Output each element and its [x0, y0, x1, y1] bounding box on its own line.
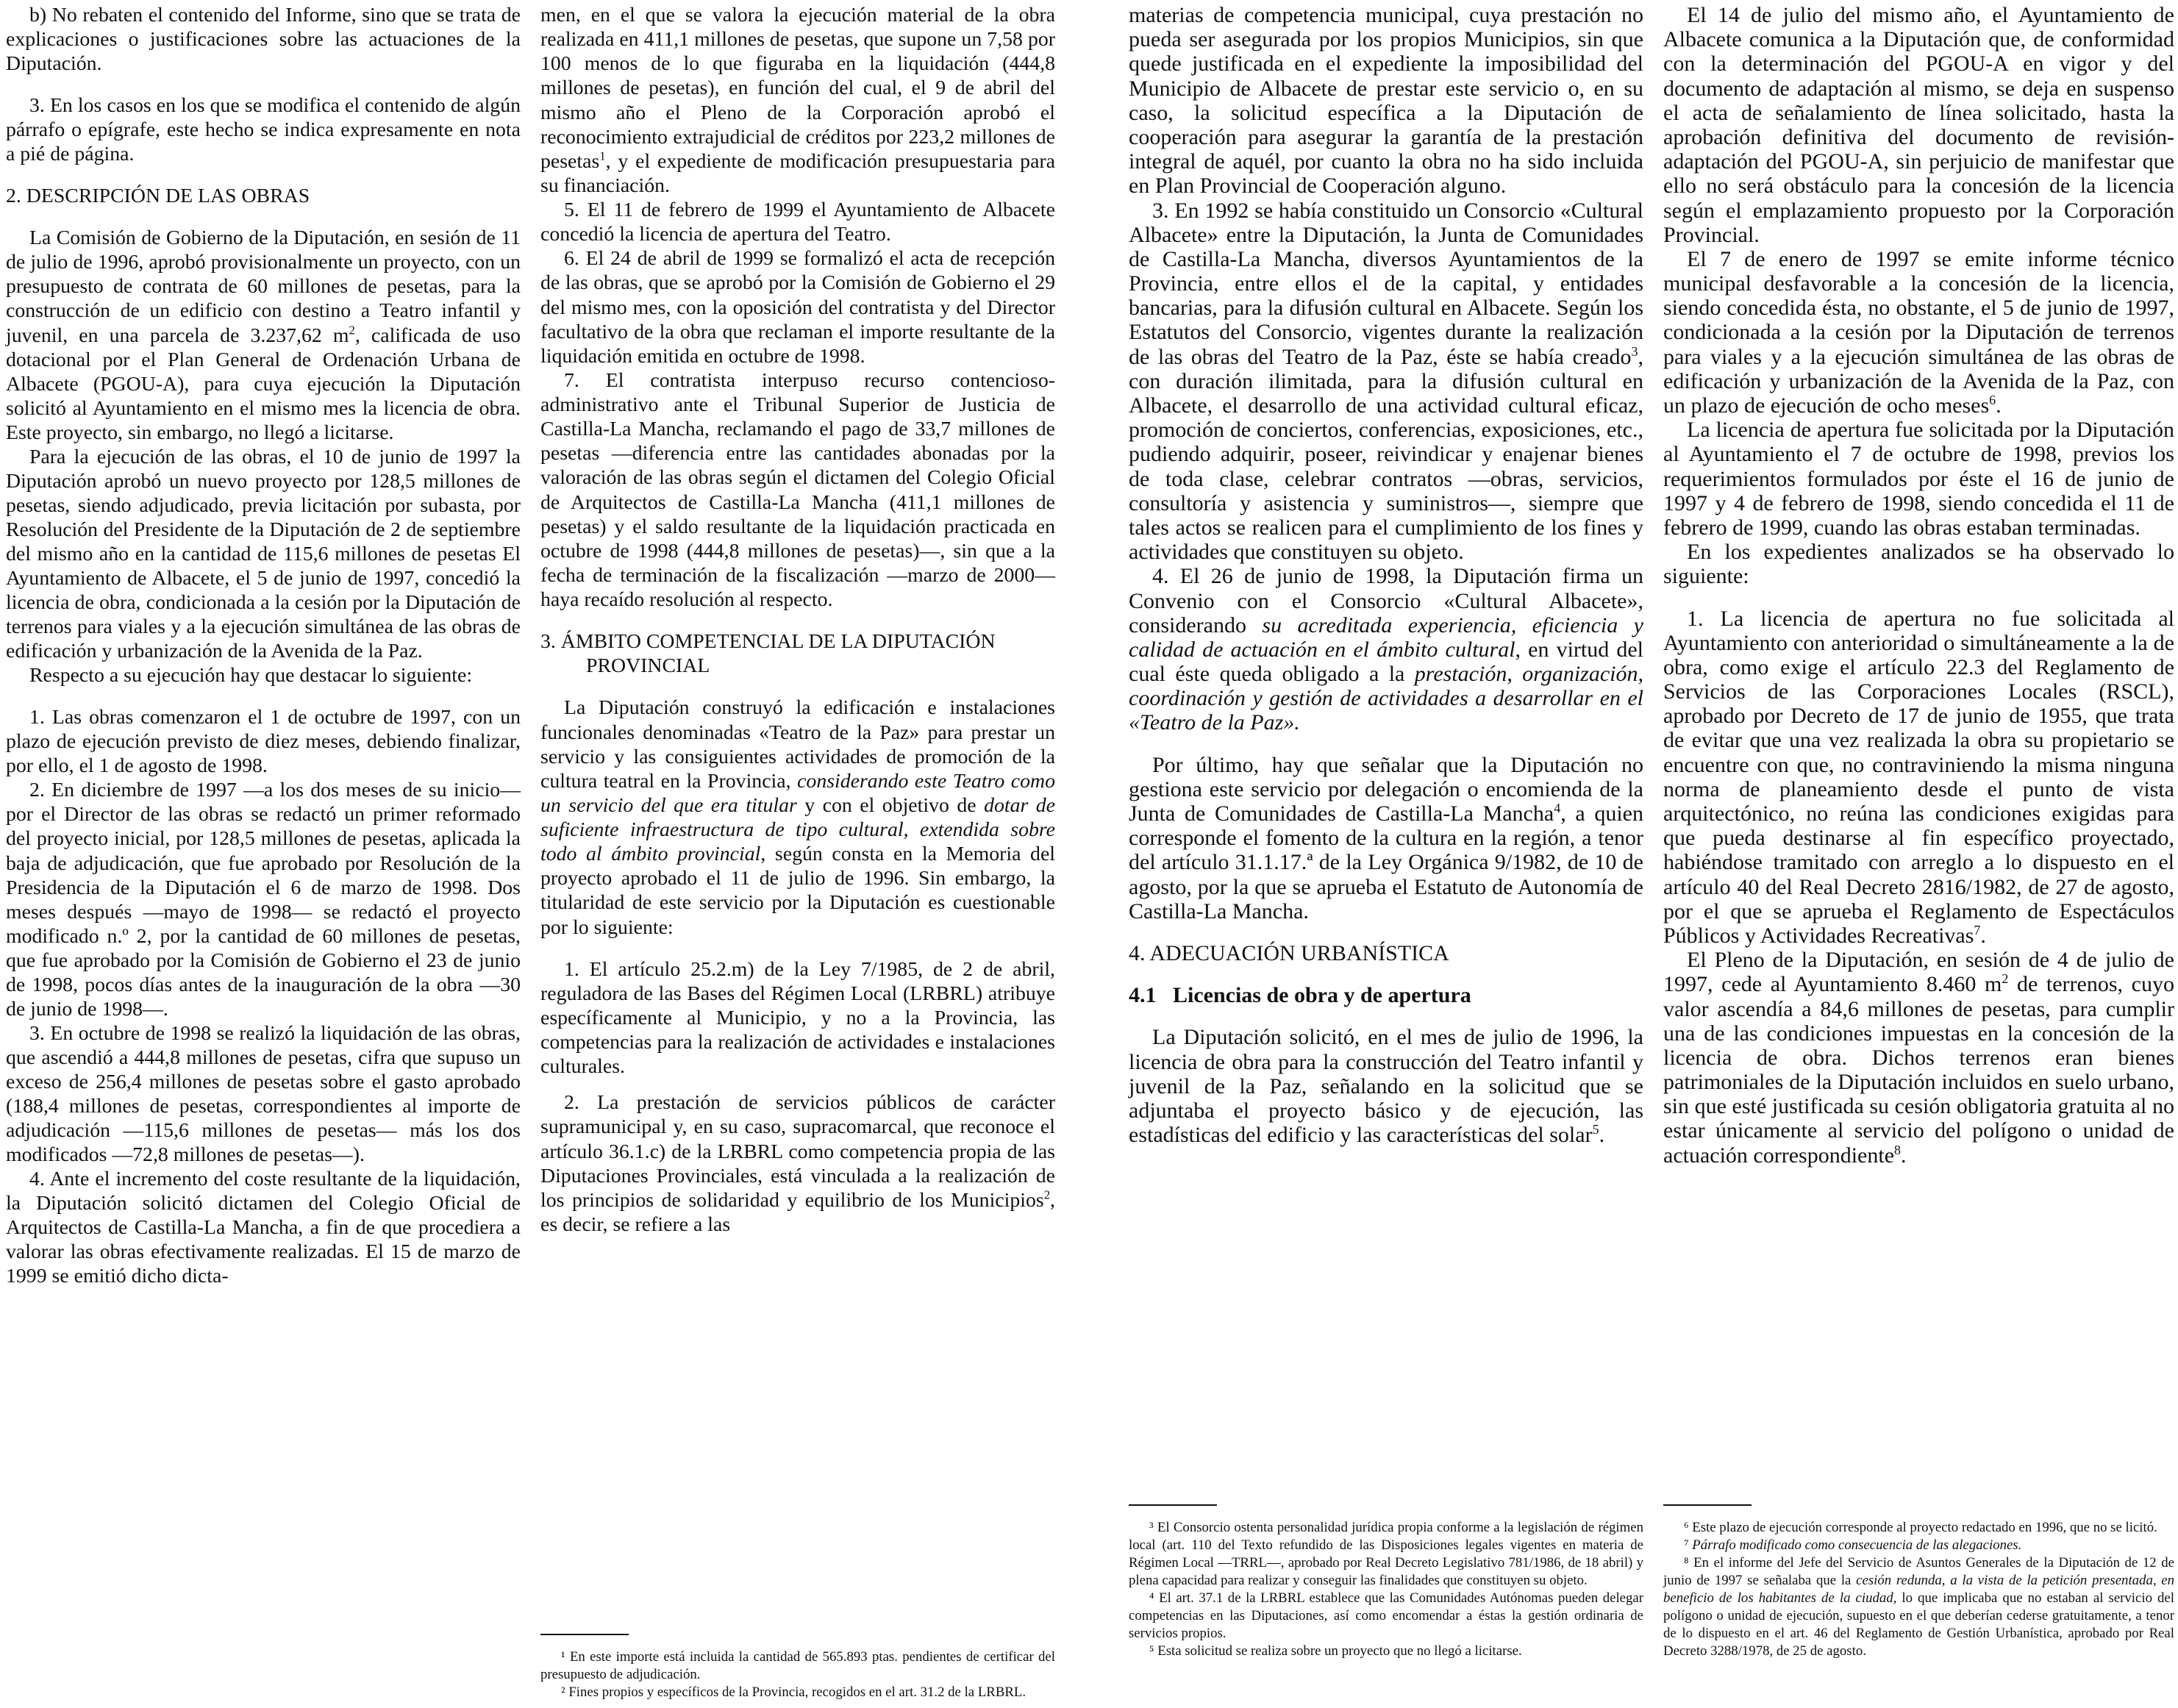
paragraph: El 7 de enero de 1997 se emite informe técnico municipal desfavorable a la concesión de la licencia, siendo concedida ésta, no obstante, el 5 de junio de 1997, condicionada a la cesión por la Diputación de terrenos para viales y a la ejecución simultánea de las obras de edificación y urbanización de la Avenida de la Paz, con un plazo de ejecución de ocho meses$^6$. — [1663, 246, 2174, 418]
paragraph: La Comisión de Gobierno de la Diputación, en sesión de 11 de julio de 1996, aprobó provisionalmente un proyecto, con un presupuesto de contrata de 60 millones de pesetas, para la construcción de un edificio con destino a Teatro infantil y juvenil, en una parcela de 3.237,62 $m^2$, calificada de uso dotacional por el Plan General de Ordenación Urbana de Albacete (PGOU-A), para cuya ejecución la Diputación solicitó al Ayuntamiento en el mismo mes la licencia de obra. Este proyecto, sin embargo, no llegó a licitarse. — [6, 226, 521, 444]
footnote: ¹ En este importe está incluida la cantidad de 565.893 ptas. pendientes de certificar del presupuesto de adjudicación. — [540, 1649, 1055, 1682]
paragraph: El Pleno de la Diputación, en sesión de 4 de julio de 1997, cede al Ayuntamiento 8.460 $m^2$ de terrenos, cuyo valor ascendía a 84,6 millones de pesetas, para cumplir una de las condiciones impuestas en la concesión de la licencia de obra. Dichos terrenos eran bienes patrimoniales de la Diputación incluidos en suelo urbano, sin que esté justificada su cesión obligatoria gratuita al no estar únicamente al servicio del polígono o unidad de actuación correspondiente$^8$. — [1663, 948, 2174, 1168]
footnote-ref: 3 — [1631, 343, 1638, 359]
footnotes — [1663, 1519, 2174, 1660]
footnote-rule — [540, 1634, 629, 1635]
column-1-text — [6, 3, 521, 1288]
list-item: 3. En octubre de 1998 se realizó la liquidación de las obras, que ascendió a 444,8 millones de pesetas, cifra que supuso un exceso de 256,4 millones de pesetas sobre el gasto aprobado (188,4 millones de pesetas, correspondientes al importe de adjudicación —115,6 millones de pesetas— más los dos modificados —72,8 millones de pesetas—). — [6, 1021, 521, 1167]
list-item: 4. Ante el incremento del coste resultante de la liquidación, la Diputación solicitó dictamen del Colegio Oficial de Arquitectos de Castilla-La Mancha, a fin de que procediera a valorar las obras efectivamente realizadas. El 15 de marzo de 1999 se emitió dicho dicta- — [6, 1168, 521, 1288]
footnotes — [1129, 1519, 1643, 1660]
paragraph: men, en el que se valora la ejecución material de la obra realizada en 411,1 millones de pesetas, que supone un 7,58 por 100 menos de lo que figuraba en la liquidación (444,8 millones de pesetas), en función del cual, el 9 de abril del mismo año el Pleno de la Corporación aprobó el reconocimiento extrajudicial de créditos por 223,2 millones de pesetas$^1$, y el expediente de modificación presupuestaria para su financiación. — [540, 4, 1055, 197]
column-2-text — [540, 3, 1055, 1237]
footnote: ⁴ El art. 37.1 de la LRBRL establece que las Comunidades Autónomas pueden delegar competencias en las Diputaciones, así como encomendar a éstas la gestión ordinaria de servicios propios. — [1129, 1590, 1643, 1641]
footnote-ref: 7 — [1974, 922, 1981, 937]
list-item: 1. La licencia de apertura no fue solicitada al Ayuntamiento con anterioridad o simultáneamente a la de obra, como exige el artículo 22.3 del Reglamento de Servicios de las Corporaciones Locales (RSCL), aprobado por Decreto de 17 de junio de 1955, que trata de evitar que una vez realizada la obra su propietario se encuentre con que, no contraviniendo la misma ninguna norma de planeamiento desde el punto de vista arquitectónico, no reúna las condiciones exigidas para que pueda destinarse al fin específico proyectado, habiéndose tramitado con arreglo a lo dispuesto en el artículo 40 del Real Decreto 2816/1982, de 27 de agosto, por el que se aprueba el Reglamento de Espectáculos Públicos y Actividades Recreativas$^7$. — [1663, 606, 2174, 948]
footnote-rule — [1129, 1504, 1217, 1506]
list-item: 1. Las obras comenzaron el 1 de octubre de 1997, con un plazo de ejecución previsto de diez meses, debiendo finalizar, por ello, el 1 de agosto de 1998. — [6, 706, 521, 778]
list-item: 3. En 1992 se había constituido un Consorcio «Cultural Albacete» entre la Diputación, la Junta de Comunidades de Castilla-La Mancha, diversos Ayuntamientos de la Provincia, entre ellos el de la capital, y entidades bancarias, para la difusión cultural en Albacete. Según los Estatutos del Consorcio, vigentes durante la realización de las obras del Teatro de la Paz, éste se había creado$^3$, con duración ilimitada, para la difusión cultural en Albacete, el desarrollo de una actividad cultural eficaz, promoción de conciertos, conferencias, exposiciones, etc., pudiendo adquirir, poseer, reivindicar y enajenar bienes de toda clase, celebrar contratos —obras, servicios, consultoría y asistencia y suministros—, siempre que tales actos se realicen para el cumplimiento de los fines y actividades que constituyen su objeto. — [1129, 198, 1643, 565]
superscript: 2 — [349, 323, 355, 337]
footnote: ² Fines propios y específicos de la Provincia, recogidos en el art. 31.2 de la LRBRL. — [561, 1684, 1026, 1700]
paragraph: El 14 de julio del mismo año, el Ayuntamiento de Albacete comunica a la Diputación que, de conformidad con la determinación del PGOU-A en vigor y del documento de adaptación al mismo, se deja en suspenso el acta de señalamiento de línea solicitado, hasta la aprobación definitiva del documento de revisión-adaptación del PGOU-A, sin perjuicio de manifestar que ello no será obstáculo para la concesión de la licencia según el emplazamiento propuesto por la Corporación Provincial. — [1663, 3, 2174, 247]
superscript: 2 — [2002, 971, 2009, 987]
footnote: ³ El Consorcio ostenta personalidad jurídica propia conforme a la legislación de régimen local (art. 110 del Texto refundido de las Disposiciones legales vigentes en materia de Régimen Local —TRRL—, aprobado por Real Decreto Legislativo 781/1986, de 18 abril) y plena capacidad para realizar y conseguir las finalidades que constituyen su objeto. — [1129, 1520, 1643, 1588]
paragraph: La Diputación solicitó, en el mes de julio de 1996, la licencia de obra para la construcción del Teatro infantil y juvenil de la Paz, señalando en la solicitud que se adjuntaba el proyecto básico y de ejecución, las estadísticas del edificio y las características del solar$^5$. — [1129, 1025, 1643, 1148]
list-item: 1. El artículo 25.2.m) de la Ley 7/1985, de 2 de abril, reguladora de las Bases del Régimen Local (LRBRL) atribuye específicamente al Municipio, y no a la Provincia, las competencias para la realización de actividades e instalaciones culturales. — [540, 957, 1055, 1079]
footnote-ref: 2 — [1043, 1187, 1051, 1202]
list-item: 2. La prestación de servicios públicos de carácter supramunicipal y, en su caso, supracomarcal, que reconoce el artículo 36.1.c) de la LRBRL como competencia propia de las Diputaciones Provinciales, está vinculada a la realización de los principios de solidaridad y equilibrio de los Municipios$^2$, es decir, se refiere a las — [540, 1091, 1055, 1236]
footnote-ref: 4 — [1554, 801, 1561, 815]
section-heading-4: 4. ADECUACIÓN URBANÍSTICA — [1129, 940, 1449, 965]
footnote: ⁶ Este plazo de ejecución corresponde al proyecto redactado en 1996, que no se licitó. — [1684, 1520, 2157, 1535]
list-item: 2. En diciembre de 1997 —a los dos meses de su inicio— por el Director de las obras se redactó un primer reformado del proyecto inicial, por 128,5 millones de pesetas, aplicada la baja de adjudicación, que fue aprobado por Resolución de la Presidencia de la Diputación el 6 de marzo de 1998. Dos meses después —mayo de 1998— se redactó el proyecto modificado n.º 2, por la cantidad de 60 millones de pesetas, que fue aprobado por la Comisión de Gobierno el 23 de junio de 1998, pocos días antes de la inauguración de la obra —30 de junio de 1998—. — [6, 779, 521, 1021]
footnote-rule — [1663, 1504, 1752, 1506]
paragraph: 3. En los casos en los que se modifica el contenido de algún párrafo o epígrafe, este hecho se indica expresamente en nota a pié de página. — [6, 94, 521, 166]
column-3-text — [1129, 3, 1643, 1147]
footnote: ⁸ En el informe del Jefe del Servicio de Asuntos Generales de la Diputación de 12 de junio de 1997 se señalaba que la cesión redunda, a la vista de la petición presentada, en beneficio de los habitantes de la ciudad, lo que implicaba que no estaban al servicio del polígono o unidad de ejecución, supuesto en el que deberían cederse gratuitamente, a tenor de lo dispuesto en el art. 46 del Reglamento de Gestión Urbanística, aprobado por Real Decreto 3288/1978, de 25 de agosto. — [1663, 1555, 2175, 1659]
list-item: 4. El 26 de junio de 1998, la Diputación firma un Convenio con el Consorcio «Cultural Albacete», considerando su acreditada experiencia, eficiencia y calidad de actuación en el ámbito cultural, en virtud del cual éste queda obligado a la prestación, organización, coordinación y gestión de actividades a desarrollar en el «Teatro de la Paz». — [1129, 564, 1643, 735]
paragraph: La Diputación construyó la edificación e instalaciones funcionales denominadas «Teatro de la Paz» para prestar un servicio y las consiguientes actividades de promoción de la cultura teatral en la Provincia, considerando este Teatro como un servicio del que era titular y con el objetivo de dotar de suficiente infraestructura de tipo cultural, extendida sobre todo al ámbito provincial, según consta en la Memoria del proyecto aprobado el 11 de julio de 1996. Sin embargo, la titularidad de este servicio por la Diputación es cuestionable por lo siguiente: — [540, 696, 1056, 939]
section-heading-2: 2. DESCRIPCIÓN DE LAS OBRAS — [6, 185, 310, 208]
paragraph: Respecto a su ejecución hay que destacar lo siguiente: — [29, 664, 473, 687]
footnote-ref: 6 — [1989, 393, 1996, 407]
list-item: 6. El 24 de abril de 1999 se formalizó el acta de recepción de las obras, que se aprobó por la Comisión de Gobierno el 29 del mismo mes, con la oposición del contratista y del Director facultativo de la obra que reclaman el importe resultante de la liquidación emitida en octubre de 1998. — [540, 247, 1055, 368]
paragraph: Para la ejecución de las obras, el 10 de junio de 1997 la Diputación aprobó un nuevo proyecto por 128,5 millones de pesetas, siendo adjudicado, previa licitación por subasta, por Resolución del Presidente de la Diputación de 2 de septiembre del mismo año en la cantidad de 115,6 millones de pesetas El Ayuntamiento de Albacete, el 5 de junio de 1997, concedió la licencia de obra, condicionada a la cesión por la Diputación de terrenos para viales y a la ejecución simultánea de las obras de edificación y urbanización de la Avenida de la Paz. — [6, 445, 521, 663]
section-heading-3: 3. ÁMBITO COMPETENCIAL DE LA DIPUTACIÓN PROVINCIAL — [540, 630, 996, 678]
list-item: 5. El 11 de febrero de 1999 el Ayuntamiento de Albacete concedió la licencia de apertura del Teatro. — [540, 199, 1055, 246]
paragraph: En los expedientes analizados se ha observado lo siguiente: — [1663, 540, 2174, 589]
column-4-text — [1663, 3, 2174, 1168]
paragraph: Por último, hay que señalar que la Diputación no gestiona este servicio por delegación o encomienda de la Junta de Comunidades de Castilla-La Mancha$^4$, a quien corresponde el fomento de la cultura en la región, a tenor del artículo 31.1.17.ª de la Ley Orgánica 9/1982, de 10 de agosto, por la que se aprueba el Estatuto de Autonomía de Castilla-La Mancha. — [1129, 752, 1643, 923]
subsection-heading-4-1: 4.1 Licencias de obra y de apertura — [1129, 983, 1471, 1008]
list-item: 7. El contratista interpuso recurso contencioso-administrativo ante el Tribunal Superior de Justicia de Castilla-La Mancha, reclamando el pago de 33,7 millones de pesetas —diferencia entre las cantidades abonadas por la valoración de las obras según el dictamen del Colegio Oficial de Arquitectos de Castilla-La Mancha (411,1 millones de pesetas) y el saldo resultante de la liquidación practicada en octubre de 1998 (444,8 millones de pesetas)—, sin que a la fecha de terminación de la fiscalización —marzo de 2000— haya recaído resolución al respecto. — [540, 368, 1055, 611]
footnote: ⁵ Esta solicitud se realiza sobre un proyecto que no llegó a licitarse. — [1149, 1643, 1522, 1659]
paragraph: La licencia de apertura fue solicitada por la Diputación al Ayuntamiento el 7 de octubre de 1998, previos los requerimientos formulados por éste el 16 de junio de 1997 y 4 de febrero de 1998, siendo concedida el 11 de febrero de 1999, cuando las obras estaban terminadas. — [1663, 418, 2174, 540]
footnote-ref: 1 — [599, 149, 606, 163]
paragraph: materias de competencia municipal, cuya prestación no pueda ser asegurada por los propios Municipios, sin que quede justificada en el expediente la imposibilidad del Municipio de Albacete de prestar este servicio o, en su caso, la solicitud específica a la Diputación de cooperación para asegurar la garantía de la prestación integral de aquél, por cuanto la obra no ha sido incluida en Plan Provincial de Cooperación alguno. — [1129, 3, 1643, 199]
footnote: ⁷ Párrafo modificado como consecuencia de las alegaciones. — [1684, 1537, 2022, 1553]
footnotes — [540, 1648, 1055, 1701]
paragraph: b) No rebaten el contenido del Informe, sino que se trata de explicaciones o justificaciones sobre las actuaciones de la Diputación. — [6, 4, 521, 76]
footnote-ref: 5 — [1592, 1122, 1599, 1137]
footnote-ref: 8 — [1894, 1142, 1902, 1157]
